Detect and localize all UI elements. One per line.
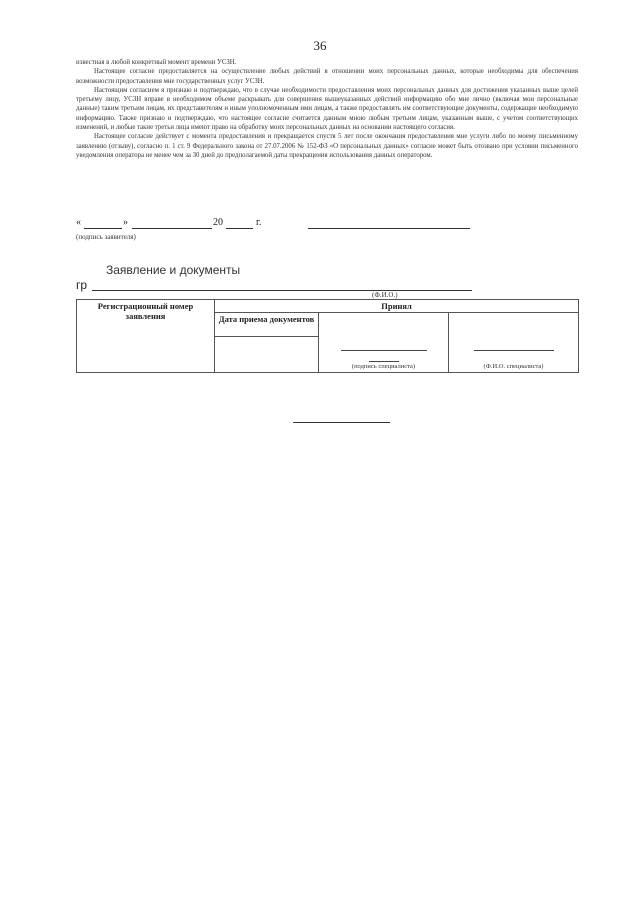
reg-number-header: Регистрационный номер заявления: [77, 300, 215, 373]
date-header: Дата приема документов: [215, 313, 319, 337]
gr-label: гр: [76, 278, 88, 292]
consent-paragraph-1: известная в любой конкретный момент времени УСЗН.: [76, 59, 237, 66]
year-prefix: 20: [213, 217, 223, 228]
specialist-signature-caption: (подпись специалиста): [351, 363, 416, 370]
specialist-fio-line: [474, 350, 554, 351]
consent-paragraph-4: Настоящее согласие действует с момента предоставления и прекращается спустя 5 лет после окончания предоставления мне услуги либо по моему письменному заявлению (отзыву), согласно п. 1 ст. 9 Федерального закона от 27.07.2006 № 152-ФЗ «О персональных данных» согласие может быть отозвано при условии письменного уведомления оператора не менее чем за 30 дней до предполагаемой даты прекращения использования данных оператором.: [76, 133, 578, 159]
date-close-quote: »: [123, 217, 128, 228]
day-field-line[interactable]: [84, 228, 122, 229]
consent-text: [76, 58, 578, 160]
footer-divider: [293, 422, 390, 423]
applicant-signature-caption: (подпись заявителя): [76, 233, 136, 241]
signature-cell[interactable]: [319, 313, 449, 373]
date-value-cell[interactable]: [215, 337, 319, 373]
registration-table: [76, 299, 579, 373]
month-field-line[interactable]: [132, 228, 212, 229]
specialist-signature-line: [341, 350, 427, 351]
fio-field-line[interactable]: [92, 290, 472, 291]
applicant-signature-line[interactable]: [308, 228, 470, 229]
year-field-line[interactable]: [226, 228, 253, 229]
date-open-quote: «: [76, 217, 81, 228]
year-suffix: г.: [256, 217, 262, 228]
specialist-fio-caption: (Ф.И.О. специалиста): [483, 363, 544, 370]
fio-cell[interactable]: [449, 313, 579, 373]
specialist-signature-short-line: [369, 361, 399, 362]
consent-paragraph-3: Настоящим согласием я признаю и подтверждаю, что в случае необходимости предоставления моих персональных данных для достижения указанных выше целей третьему лицу, УСЗН вправе в необходимом объеме раскрывать для совершения вышеуказанных действий информацию обо мне лично (включая мои персональные данные) таким третьим лицам, их представителям и иным уполномоченным ими лицам, а также предоставлять им соответствующие документы, содержащие необходимую информацию. Также признаю и подтверждаю, что настоящее согласие считается данным мною любым третьим лицам, указанным выше, с учетом соответствующих изменений, и любые такие третьи лица имеют право на обработку моих персональных данных на основании настоящего согласия.: [76, 86, 578, 132]
accepted-header: Принял: [215, 300, 579, 313]
consent-paragraph-2: Настоящее согласие предоставляется на осуществление любых действий в отношении моих персональных данных, которые необходимы для обеспечения возможности предоставления мне государственных услуг УСЗН.: [76, 68, 578, 85]
application-title: Заявление и документы: [106, 263, 241, 277]
page-number: 36: [313, 38, 327, 53]
signature-date-row: [76, 217, 496, 231]
fio-caption: (Ф.И.О.): [372, 291, 398, 299]
